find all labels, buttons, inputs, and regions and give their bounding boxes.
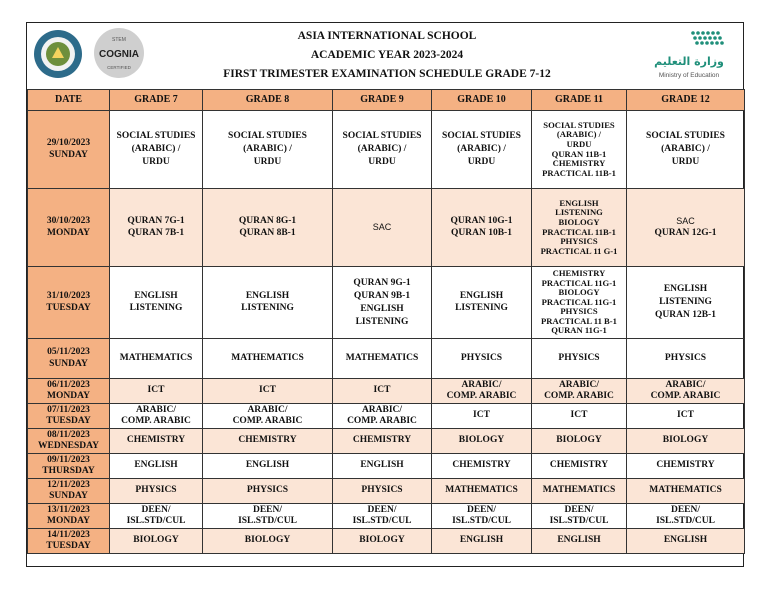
subject-cell <box>432 111 532 189</box>
subject-text: ISL.STD/CUL <box>352 516 412 526</box>
subject-text: CHEMISTRY <box>238 435 297 446</box>
subject-text: ARABIC/ <box>135 404 177 415</box>
subject-cell <box>532 454 627 479</box>
date-cell <box>28 504 110 529</box>
subject-text: PRACTICAL 11 B-1 <box>541 315 617 326</box>
subject-text: QURAN 7B-1 <box>127 227 185 238</box>
column-header-grade: GRADE 11 <box>532 90 627 111</box>
subject-cell <box>432 189 532 267</box>
date-text: 05/11/2023 <box>47 347 90 357</box>
subject-cell <box>627 379 745 404</box>
subject-cell <box>432 429 532 454</box>
date-cell <box>28 429 110 454</box>
subject-text: PHYSICS <box>558 352 600 363</box>
table-row <box>28 454 745 479</box>
date-text: 13/11/2023 <box>47 504 90 515</box>
subject-cell <box>110 429 203 454</box>
table-row <box>28 189 745 267</box>
weekday-text: TUESDAY <box>46 302 91 313</box>
subject-text: ENGLISH <box>557 535 601 546</box>
document-title-block <box>167 27 607 84</box>
weekday-text: SUNDAY <box>49 491 88 501</box>
date-text: 30/10/2023 <box>46 216 91 226</box>
subject-text: LISTENING <box>129 302 183 313</box>
subject-text: PRACTICAL 11B-1 <box>542 226 616 237</box>
subject-text: SOCIAL STUDIES <box>116 131 196 141</box>
table-row <box>28 267 745 339</box>
subject-cell <box>110 267 203 339</box>
subject-cell <box>627 454 745 479</box>
weekday-text: MONDAY <box>47 391 90 401</box>
date-cell <box>28 404 110 429</box>
subject-text: (ARABIC) / <box>357 144 407 154</box>
subject-text: ISL.STD/CUL <box>238 516 297 526</box>
subject-text: ISL.STD/CUL <box>549 516 609 526</box>
school-name: ASIA INTERNATIONAL SCHOOL <box>297 30 477 42</box>
cognia-top-text: STEM <box>112 37 126 43</box>
date-text: 12/11/2023 <box>47 479 90 490</box>
subject-text: CHEMISTRY <box>656 460 715 471</box>
table-row <box>28 379 745 404</box>
weekday-text: MONDAY <box>47 227 90 238</box>
subject-cell <box>532 111 627 189</box>
subject-text: PRACTICAL 11B-1 <box>542 167 616 178</box>
subject-cell <box>203 339 333 379</box>
date-text: 09/11/2023 <box>47 454 90 465</box>
table-body <box>28 111 745 554</box>
subject-text: DEEN/ <box>466 504 497 515</box>
subject-text: COMP. ARABIC <box>121 416 191 426</box>
table-row <box>28 479 745 504</box>
subject-text: ICT <box>259 385 276 396</box>
subject-cell <box>532 404 627 429</box>
subject-text: LISTENING <box>241 302 294 313</box>
subject-cell <box>333 429 432 454</box>
subject-text: (ARABIC) / <box>243 144 292 154</box>
subject-cell <box>333 189 432 267</box>
subject-cell <box>203 267 333 339</box>
subject-cell <box>432 339 532 379</box>
subject-text: QURAN 9G-1 <box>353 277 411 288</box>
table-row <box>28 404 745 429</box>
subject-cell <box>432 404 532 429</box>
subject-text: URDU <box>368 157 396 167</box>
weekday-text: WEDNESDAY <box>38 441 99 451</box>
subject-text: SOCIAL STUDIES <box>342 131 422 141</box>
subject-text: PHYSICS <box>135 485 177 496</box>
subject-text: PRACTICAL 11G-1 <box>541 296 617 307</box>
subject-text: ISL.STD/CUL <box>452 516 511 526</box>
column-header-grade: GRADE 10 <box>432 90 532 111</box>
date-cell <box>28 189 110 267</box>
column-header-grade: GRADE 7 <box>110 90 203 111</box>
subject-text: ICT <box>473 410 490 421</box>
subject-text: BIOLOGY <box>458 435 505 446</box>
subject-text: QURAN 7G-1 <box>127 216 185 226</box>
subject-text: ENGLISH <box>559 197 599 208</box>
subject-cell <box>333 379 432 404</box>
date-text: 14/11/2023 <box>47 529 90 540</box>
subject-cell <box>110 504 203 529</box>
subject-text: PHYSICS <box>560 306 598 317</box>
date-text: 07/11/2023 <box>47 404 90 415</box>
subject-cell <box>110 454 203 479</box>
subject-text: ICT <box>677 410 694 421</box>
subject-cell <box>203 454 333 479</box>
subject-cell <box>432 267 532 339</box>
subject-text: ENGLISH <box>459 535 504 546</box>
subject-cell <box>532 379 627 404</box>
subject-text: BIOLOGY <box>662 435 709 446</box>
subject-cell <box>627 404 745 429</box>
subject-text: ICT <box>373 385 391 396</box>
subject-text: COMP. ARABIC <box>650 391 721 401</box>
subject-text: PHYSICS <box>460 352 503 363</box>
subject-text: (ARABIC) / <box>661 144 710 154</box>
subject-text: LISTENING <box>659 297 712 307</box>
subject-text: ENGLISH <box>245 460 290 471</box>
column-header-grade: GRADE 9 <box>333 90 432 111</box>
subject-text: MATHEMATICS <box>649 485 722 496</box>
subject-text: BIOLOGY <box>558 216 600 227</box>
subject-text: ICT <box>147 385 165 396</box>
subject-text: URDU <box>467 157 496 167</box>
date-text: 29/10/2023 <box>46 138 91 148</box>
subject-cell <box>333 111 432 189</box>
subject-text: SAC <box>676 216 695 226</box>
cognia-logo <box>93 27 145 79</box>
subject-text: DEEN/ <box>141 504 171 515</box>
subject-text: BIOLOGY <box>133 535 179 546</box>
subject-text: BIOLOGY <box>359 535 405 546</box>
subject-cell <box>110 111 203 189</box>
subject-cell <box>333 404 432 429</box>
exam-schedule-table <box>27 89 745 554</box>
subject-cell <box>432 454 532 479</box>
subject-text: ENGLISH <box>360 303 404 314</box>
subject-text: CHEMISTRY <box>552 158 606 169</box>
table-header-row <box>28 90 745 111</box>
subject-text: ARABIC/ <box>461 379 502 390</box>
date-cell <box>28 454 110 479</box>
column-header-grade: GRADE 12 <box>627 90 745 111</box>
subject-text: (ARABIC) / <box>457 144 506 154</box>
table-row <box>28 339 745 379</box>
subject-text: PHYSICS <box>560 236 598 247</box>
column-header-grade: GRADE 8 <box>203 90 333 111</box>
subject-cell <box>627 479 745 504</box>
date-cell <box>28 267 110 339</box>
subject-cell <box>532 189 627 267</box>
subject-cell <box>333 454 432 479</box>
subject-text: LISTENING <box>355 316 409 327</box>
subject-text: COMP. ARABIC <box>232 416 303 426</box>
subject-cell <box>532 504 627 529</box>
subject-text: MATHEMATICS <box>119 352 193 363</box>
subject-text: DEEN/ <box>670 504 701 515</box>
subject-text: BIOLOGY <box>244 535 291 546</box>
subject-text: SOCIAL STUDIES <box>543 119 615 130</box>
subject-cell <box>110 529 203 554</box>
subject-text: QURAN 8G-1 <box>238 216 297 226</box>
subject-text: URDU <box>142 157 170 167</box>
subject-text: QURAN 11B-1 <box>551 148 607 159</box>
subject-text: CHEMISTRY <box>452 460 511 471</box>
table-row <box>28 529 745 554</box>
subject-text: SOCIAL STUDIES <box>646 131 725 141</box>
subject-cell <box>110 404 203 429</box>
subject-text: COMP. ARABIC <box>347 416 417 426</box>
subject-cell <box>532 479 627 504</box>
subject-text: MATHEMATICS <box>542 485 616 496</box>
subject-cell <box>110 339 203 379</box>
subject-text: ARABIC/ <box>558 379 600 390</box>
subject-text: (ARABIC) / <box>131 144 181 154</box>
subject-text: DEEN/ <box>564 504 594 515</box>
subject-cell <box>203 111 333 189</box>
subject-text: URDU <box>253 157 282 167</box>
subject-text: ENGLISH <box>663 284 708 294</box>
subject-text: CHEMISTRY <box>552 267 606 278</box>
subject-text: LISTENING <box>555 207 603 218</box>
subject-cell <box>110 379 203 404</box>
column-header-date: DATE <box>28 90 110 111</box>
subject-text: MATHEMATICS <box>445 485 518 496</box>
subject-text: COMP. ARABIC <box>446 391 517 401</box>
subject-cell <box>203 529 333 554</box>
academic-year: ACADEMIC YEAR 2023-2024 <box>310 49 464 61</box>
subject-text: URDU <box>566 138 592 149</box>
subject-text: SAC <box>372 221 392 232</box>
weekday-text: TUESDAY <box>46 541 91 551</box>
subject-cell <box>532 429 627 454</box>
subject-cell <box>203 379 333 404</box>
subject-text: PRACTICAL 11 G-1 <box>540 245 618 256</box>
subject-cell <box>627 429 745 454</box>
subject-text: ENGLISH <box>663 535 708 546</box>
subject-text: ISL.STD/CUL <box>656 516 715 526</box>
cognia-bottom-text: CERTIFIED <box>107 65 131 70</box>
subject-text: QURAN 12B-1 <box>655 310 716 320</box>
subject-text: PHYSICS <box>361 485 403 496</box>
subject-text: QURAN 11G-1 <box>551 325 607 336</box>
subject-text: QURAN 8B-1 <box>239 227 296 238</box>
weekday-text: SUNDAY <box>49 358 88 369</box>
subject-text: CHEMISTRY <box>126 435 186 446</box>
date-cell <box>28 379 110 404</box>
ministry-arabic-text: وزارة التعليم <box>654 55 724 68</box>
subject-text: CHEMISTRY <box>549 460 609 471</box>
ministry-logo <box>641 27 737 83</box>
school-logo <box>33 29 83 79</box>
subject-text: URDU <box>671 157 700 167</box>
subject-text: LISTENING <box>455 302 508 313</box>
subject-text: (ARABIC) / <box>556 129 602 140</box>
subject-text: BIOLOGY <box>558 287 600 298</box>
document-header <box>27 23 743 89</box>
subject-text: ICT <box>570 410 588 421</box>
subject-cell <box>110 479 203 504</box>
subject-text: ARABIC/ <box>247 404 288 415</box>
subject-text: MATHEMATICS <box>231 352 304 363</box>
schedule-title: FIRST TRIMESTER EXAMINATION SCHEDULE GRADE 7-12 <box>223 68 551 80</box>
subject-cell <box>432 529 532 554</box>
subject-text: PRACTICAL 11G-1 <box>541 277 617 288</box>
subject-text: BIOLOGY <box>556 435 602 446</box>
subject-text: QURAN 12G-1 <box>654 227 717 238</box>
subject-text: QURAN 9B-1 <box>353 290 411 301</box>
subject-text: PHYSICS <box>664 352 707 363</box>
subject-cell <box>203 189 333 267</box>
subject-cell <box>532 529 627 554</box>
subject-text: ENGLISH <box>134 460 178 471</box>
subject-cell <box>432 379 532 404</box>
subject-cell <box>333 529 432 554</box>
weekday-text: MONDAY <box>47 516 90 526</box>
subject-cell <box>432 504 532 529</box>
date-text: 31/10/2023 <box>46 291 91 301</box>
subject-cell <box>627 504 745 529</box>
weekday-text: SUNDAY <box>49 149 88 160</box>
subject-text: ENGLISH <box>459 291 504 301</box>
ministry-english-text: Ministry of Education <box>658 72 720 79</box>
table-row <box>28 429 745 454</box>
subject-cell <box>627 529 745 554</box>
subject-text: COMP. ARABIC <box>544 391 614 401</box>
subject-text: ENGLISH <box>360 460 404 471</box>
subject-cell <box>333 504 432 529</box>
subject-text: SOCIAL STUDIES <box>228 131 307 141</box>
subject-text: DEEN/ <box>367 504 397 515</box>
subject-text: ARABIC/ <box>665 379 706 390</box>
subject-cell <box>627 339 745 379</box>
date-cell <box>28 479 110 504</box>
subject-text: MATHEMATICS <box>345 352 419 363</box>
subject-cell <box>627 111 745 189</box>
subject-text: QURAN 10G-1 <box>450 216 513 226</box>
date-cell <box>28 339 110 379</box>
table-row <box>28 111 745 189</box>
subject-text: CHEMISTRY <box>352 435 412 446</box>
subject-text: ENGLISH <box>134 291 178 301</box>
subject-text: ISL.STD/CUL <box>126 516 186 526</box>
subject-cell <box>203 479 333 504</box>
table-row <box>28 504 745 529</box>
subject-cell <box>333 339 432 379</box>
subject-cell <box>203 404 333 429</box>
subject-cell <box>627 189 745 267</box>
date-cell <box>28 529 110 554</box>
subject-cell <box>203 504 333 529</box>
subject-cell <box>333 267 432 339</box>
subject-text: PHYSICS <box>246 485 289 496</box>
subject-cell <box>333 479 432 504</box>
subject-text: SOCIAL STUDIES <box>442 131 521 141</box>
subject-text: ENGLISH <box>245 291 290 301</box>
date-text: 08/11/2023 <box>47 429 90 440</box>
weekday-text: TUESDAY <box>46 416 91 426</box>
subject-text: DEEN/ <box>252 504 283 515</box>
cognia-name-text: COGNIA <box>99 49 139 60</box>
subject-cell <box>110 189 203 267</box>
subject-cell <box>532 339 627 379</box>
weekday-text: THURSDAY <box>42 466 95 476</box>
subject-text: QURAN 10B-1 <box>451 227 512 238</box>
subject-cell <box>627 267 745 339</box>
subject-cell <box>532 267 627 339</box>
subject-cell <box>203 429 333 454</box>
schedule-sheet <box>26 22 744 567</box>
subject-cell <box>432 479 532 504</box>
subject-text: ARABIC/ <box>361 404 403 415</box>
date-cell <box>28 111 110 189</box>
date-text: 06/11/2023 <box>47 379 90 390</box>
